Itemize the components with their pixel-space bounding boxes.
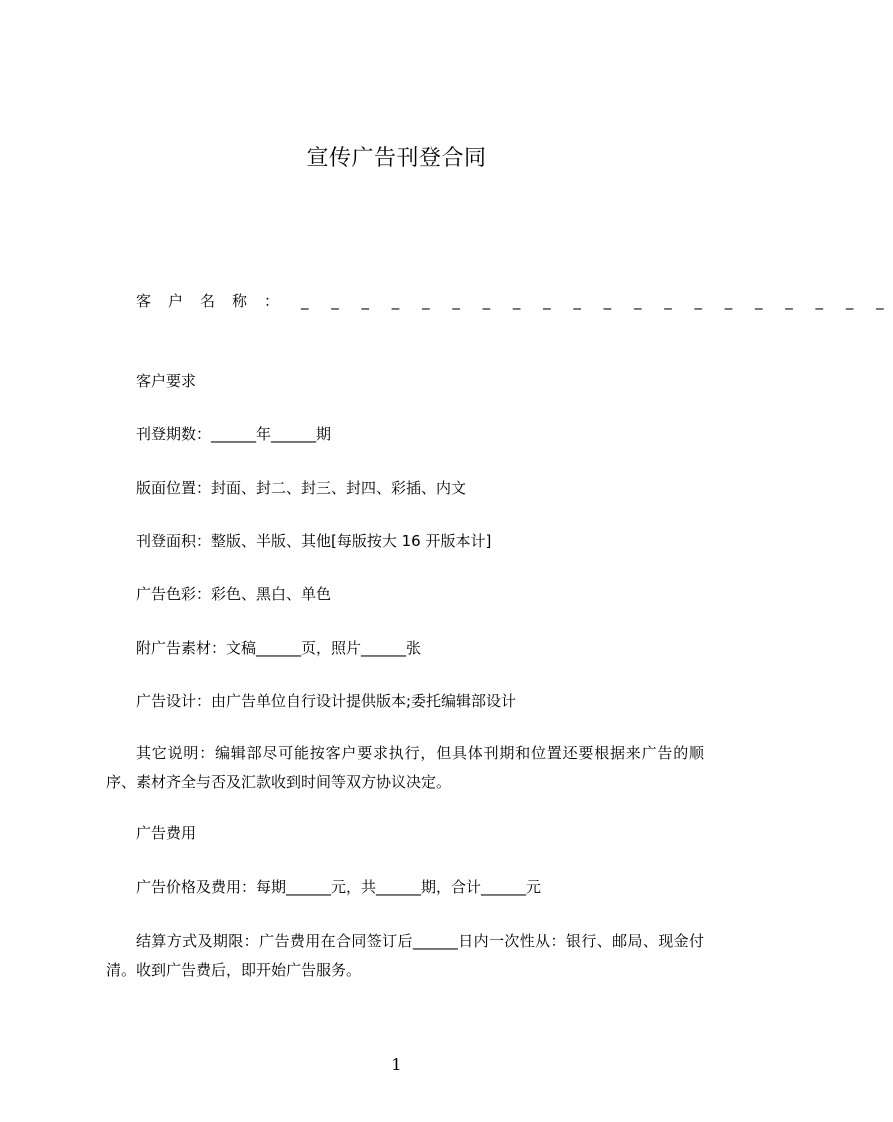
customer-name-label: 客户名称： bbox=[136, 292, 297, 310]
position-line: 版面位置：封面、封二、封三、封四、彩插、内文 bbox=[136, 479, 467, 497]
document-title: 宣传广告刊登合同 bbox=[306, 146, 487, 171]
design-line: 广告设计：由广告单位自行设计提供版本;委托编辑部设计 bbox=[136, 692, 517, 710]
customer-name-blank: _ _ _ _ _ _ _ _ _ _ _ _ _ _ _ _ _ _ _ _ bbox=[301, 292, 893, 310]
color-line: 广告色彩：彩色、黑白、单色 bbox=[136, 585, 332, 603]
materials-line: 附广告素材：文稿______页，照片______张 bbox=[136, 639, 422, 657]
issues-line: 刊登期数：______年______期 bbox=[136, 425, 332, 443]
other-notes-paragraph: 其它说明：编辑部尽可能按客户要求执行，但具体刊期和位置还要根据来广告的顺序、素材齐全与否及汇款收到时间等双方协议决定。 bbox=[106, 744, 704, 791]
section-customer-requirements: 客户要求 bbox=[136, 372, 197, 390]
section-fees: 广告费用 bbox=[136, 824, 197, 842]
page-number: 1 bbox=[391, 1055, 402, 1074]
customer-name-row bbox=[136, 291, 893, 311]
price-line: 广告价格及费用：每期______元，共______期，合计______元 bbox=[136, 878, 542, 896]
settlement-paragraph: 结算方式及期限：广告费用在合同签订后______日内一次性从：银行、邮局、现金付清。收到广告费后，即开始广告服务。 bbox=[106, 932, 704, 979]
area-line: 刊登面积：整版、半版、其他[每版按大 16 开版本计] bbox=[136, 532, 492, 550]
